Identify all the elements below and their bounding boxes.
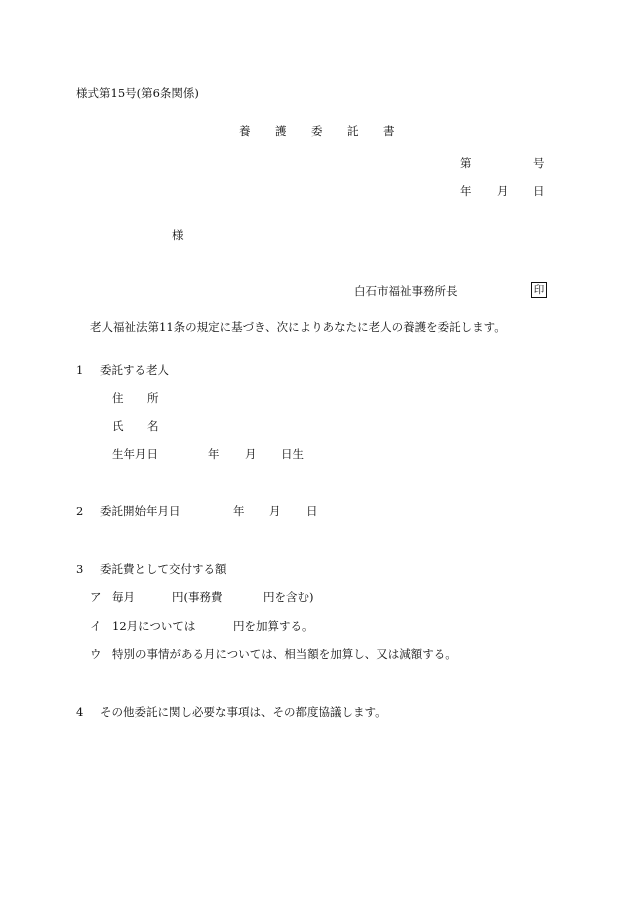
title-char: 書 — [383, 124, 395, 138]
doc-no-suffix: 号 — [533, 156, 545, 170]
title-char: 委 — [311, 124, 323, 138]
name-label-a: 氏 — [112, 419, 124, 433]
section2-heading: 委託開始年月日 — [100, 504, 181, 518]
item-a-label: 毎月 — [112, 590, 135, 604]
birth-day: 日生 — [281, 447, 304, 461]
date-day: 日 — [533, 184, 545, 198]
seal-mark: 印 — [531, 282, 547, 298]
title-char: 護 — [275, 124, 287, 138]
address-label-b: 所 — [147, 391, 159, 405]
section1-heading: 委託する老人 — [100, 363, 169, 377]
item-i-add: 円を加算する。 — [233, 619, 314, 633]
date-year: 年 — [460, 184, 472, 198]
section1-number: 1 — [76, 363, 84, 377]
item-i-label: 12月については — [112, 619, 196, 633]
item-i-mark: イ — [90, 619, 102, 633]
birth-year: 年 — [208, 447, 220, 461]
intro-text: 老人福祉法第11条の規定に基づき、次によりあなたに老人の養護を委託します。 — [90, 320, 506, 334]
date-month: 月 — [497, 184, 509, 198]
name-label-b: 名 — [147, 419, 159, 433]
issuer: 白石市福祉事務所長 — [354, 284, 458, 298]
start-day: 日 — [306, 504, 318, 518]
birth-month: 月 — [245, 447, 257, 461]
item-u-mark: ウ — [90, 647, 102, 661]
section4-text: その他委託に関し必要な事項は、その都度協議します。 — [100, 705, 387, 719]
item-u-text: 特別の事情がある月については、相当額を加算し、又は減額する。 — [112, 647, 457, 661]
item-a-mark: ア — [90, 590, 102, 604]
title-char: 養 — [239, 124, 251, 138]
section2-number: 2 — [76, 504, 84, 518]
birth-label: 生年月日 — [112, 447, 158, 461]
item-a-yen: 円(事務費 — [172, 590, 223, 604]
item-a-incl: 円を含む) — [263, 590, 314, 604]
start-year: 年 — [233, 504, 245, 518]
address-label-a: 住 — [112, 391, 124, 405]
start-month: 月 — [269, 504, 281, 518]
addressee-suffix: 様 — [172, 228, 184, 242]
section4-number: 4 — [76, 705, 84, 719]
section3-number: 3 — [76, 562, 84, 576]
section3-heading: 委託費として交付する額 — [100, 562, 227, 576]
doc-no-prefix: 第 — [460, 156, 472, 170]
form-number: 様式第15号(第6条関係) — [76, 86, 199, 100]
title-char: 託 — [347, 124, 359, 138]
